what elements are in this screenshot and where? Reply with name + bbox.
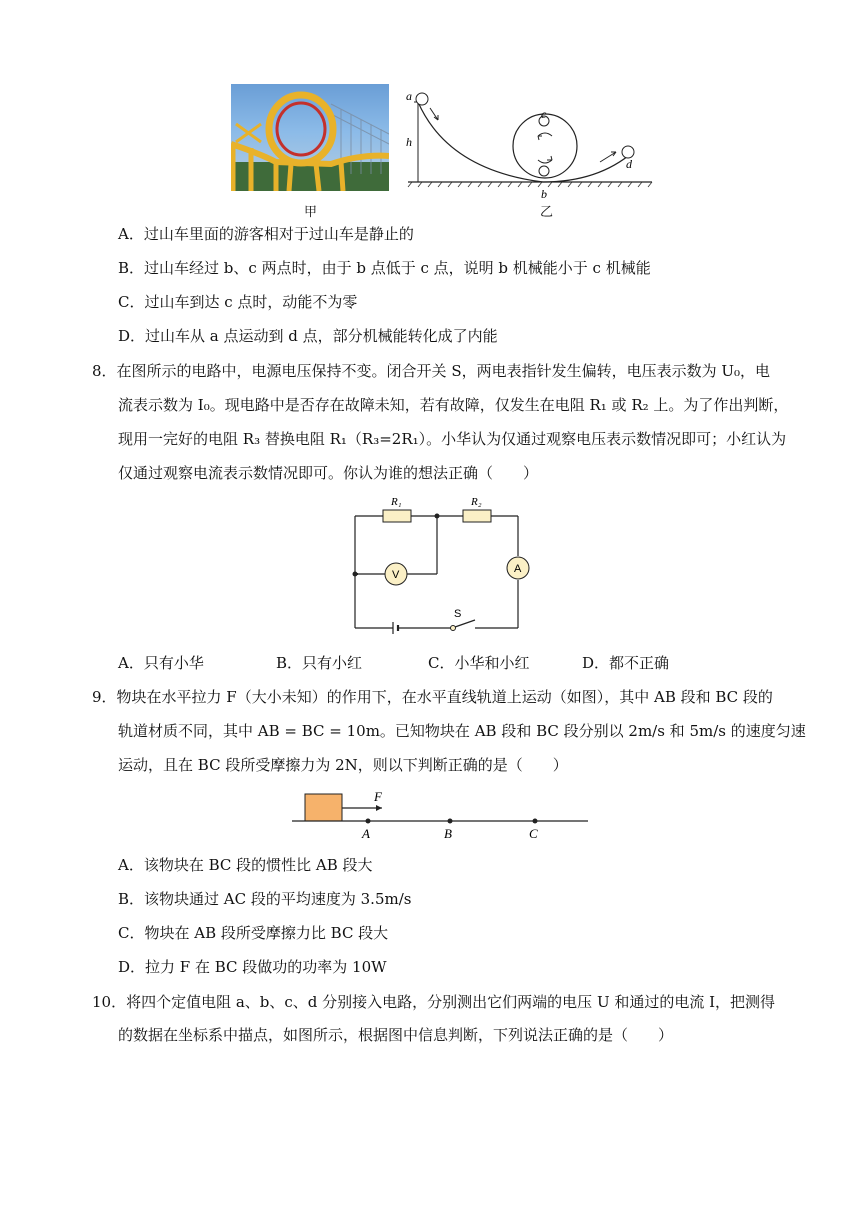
q7-option-b: B．过山车经过 b、c 两点时，由于 b 点低于 c 点，说明 b 机械能小于 c 机械能 bbox=[118, 259, 651, 277]
circuit-diagram bbox=[345, 490, 535, 640]
q7-option-d: D．过山车从 a 点运动到 d 点，部分机械能转化成了内能 bbox=[118, 327, 498, 345]
label-switch: S bbox=[454, 608, 462, 620]
label-point-a: A bbox=[362, 826, 370, 841]
label-point-c: C bbox=[529, 826, 538, 841]
q9-option-c: C．物块在 AB 段所受摩擦力比 BC 段大 bbox=[118, 924, 389, 942]
q9-stem-line-2: 轨道材质不同，其中 AB = BC = 10m。已知物块在 AB 段和 BC 段分别以 2m/s 和 5m/s 的速度匀速 bbox=[118, 722, 806, 740]
label-voltmeter: V bbox=[392, 569, 400, 581]
label-force: F bbox=[374, 789, 382, 804]
q8-stem-line-4: 仅通过观察电流表示数情况即可。你认为谁的想法正确（ ） bbox=[118, 464, 539, 482]
roller-coaster-diagram bbox=[398, 80, 654, 220]
label-r2: R₂ bbox=[471, 496, 482, 508]
q9-option-d: D．拉力 F 在 BC 段做功的功率为 10W bbox=[118, 958, 387, 976]
q7-option-c: C．过山车到达 c 点时，动能不为零 bbox=[118, 293, 358, 311]
q8-stem-line-1: 8．在图所示的电路中，电源电压保持不变。闭合开关 S，两电表指针发生偏转，电压表示数为 U₀，电 bbox=[92, 362, 771, 380]
label-c: c bbox=[541, 107, 547, 121]
label-point-b: B bbox=[444, 826, 452, 841]
label-ammeter: A bbox=[514, 563, 522, 575]
q8-stem-line-3: 现用一完好的电阻 R₃ 替换电阻 R₁（R₃=2R₁）。小华认为仅通过观察电压表示数情况即可；小红认为 bbox=[118, 430, 787, 448]
label-h: h bbox=[406, 135, 412, 149]
q8-option-a: A．只有小华 bbox=[118, 654, 204, 672]
q8-option-d: D．都不正确 bbox=[582, 654, 670, 672]
track-diagram bbox=[290, 784, 592, 842]
label-b: b bbox=[541, 187, 547, 201]
q10-stem-line-1: 10．将四个定值电阻 a、b、c、d 分别接入电路，分别测出它们两端的电压 U 和通过的电流 I，把测得 bbox=[92, 993, 776, 1011]
roller-coaster-photo bbox=[231, 84, 389, 191]
label-a: a bbox=[406, 89, 412, 103]
q9-stem-line-3: 运动，且在 BC 段所受摩擦力为 2N，则以下判断正确的是（ ） bbox=[118, 756, 568, 774]
q9-option-b: B．该物块通过 AC 段的平均速度为 3.5m/s bbox=[118, 890, 412, 908]
q7-option-a: A．过山车里面的游客相对于过山车是静止的 bbox=[118, 225, 414, 243]
q8-option-c: C．小华和小红 bbox=[428, 654, 530, 672]
q8-stem-line-2: 流表示数为 I₀。现电路中是否存在故障未知，若有故障，仅发生在电阻 R₁ 或 R₂ 上。为了作出判断， bbox=[118, 396, 789, 414]
q9-stem-line-1: 9．物块在水平拉力 F（大小未知）的作用下，在水平直线轨道上运动（如图），其中 AB 段和 BC 段的 bbox=[92, 688, 773, 706]
q8-option-b: B．只有小红 bbox=[276, 654, 363, 672]
label-r1: R₁ bbox=[391, 496, 402, 508]
figure-caption-yi: 乙 bbox=[540, 205, 554, 220]
figure-caption-jia: 甲 bbox=[304, 205, 318, 220]
q10-stem-line-2: 的数据在坐标系中描点，如图所示，根据图中信息判断，下列说法正确的是（ ） bbox=[118, 1026, 674, 1044]
label-d: d bbox=[626, 157, 632, 171]
q9-option-a: A．该物块在 BC 段的惯性比 AB 段大 bbox=[118, 856, 373, 874]
roller-coaster-illustration bbox=[231, 84, 389, 191]
